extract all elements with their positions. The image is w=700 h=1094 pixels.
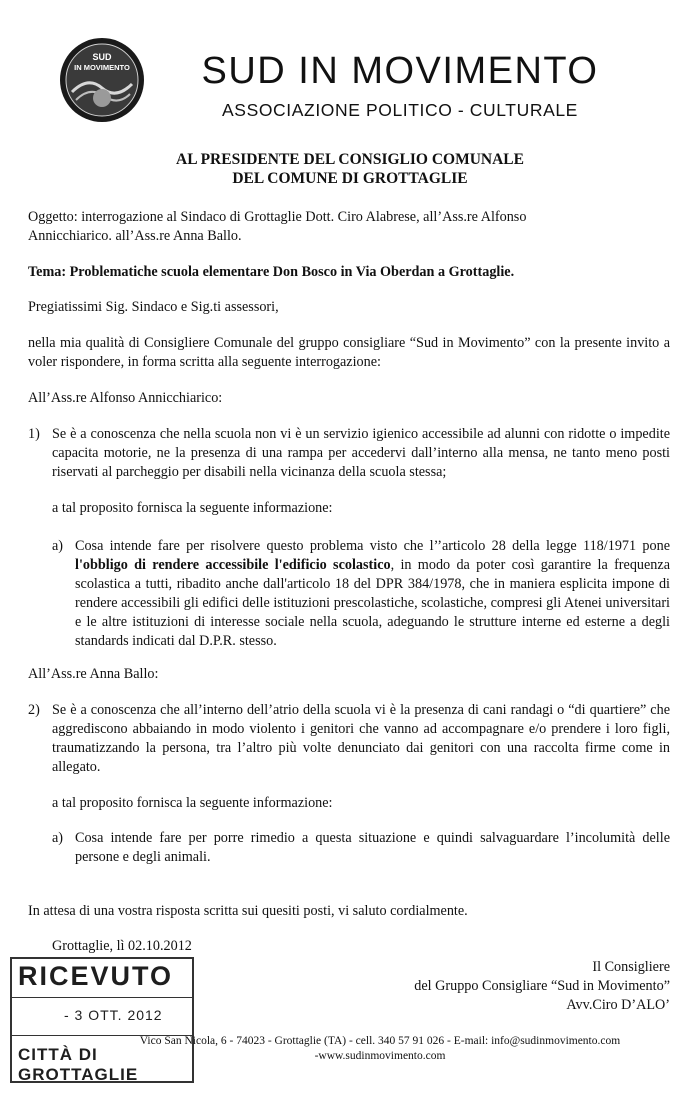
logo-text-line2: IN MOVIMENTO: [74, 63, 130, 72]
section2-heading: All’Ass.re Anna Ballo:: [28, 666, 159, 682]
footer-address: Vico San Nicola, 6 - 74023 - Grottaglie (TA) - cell. 340 57 91 026 - E-mail: info@sudinmovimento.com: [139, 1035, 621, 1047]
place-date: Grottaglie, lì 02.10.2012: [52, 938, 192, 954]
addressee-block: [60, 150, 640, 188]
section2-sub-question: Cosa intende fare per porre rimedio a questa situazione e quindi salvaguardare l’incolumità delle persone e degli animali.: [75, 830, 670, 865]
intro-paragraph: nella mia qualità di Consigliere Comunale del gruppo consigliare “Sud in Movimento” con la presente invito a voler rispondere, in forma scritta alla seguente interrogazione:: [28, 335, 670, 370]
section1-sub-text-before: Cosa intende fare per risolvere questo problema visto che l’’articolo 28 della legge 118/1971 pone: [75, 538, 670, 554]
signature-line2: del Gruppo Consigliare “Sud in Movimento”: [414, 978, 670, 994]
subject-line1: Oggetto: interrogazione al Sindaco di Grottaglie Dott. Ciro Alabrese, all’Ass.re Alfonso: [28, 209, 527, 225]
section1-request: a tal proposito fornisca la seguente informazione:: [52, 500, 333, 516]
stamp-divider: [12, 997, 192, 998]
salutation: Pregiatissimi Sig. Sindaco e Sig.ti assessori,: [28, 299, 279, 315]
section1-number: 1): [28, 426, 40, 442]
section1-heading: All’Ass.re Alfonso Annicchiarico:: [28, 390, 223, 406]
section1-question: Se è a conoscenza che nella scuola non vi è un servizio igienico accessibile ad alunni con ridotte o impedite capacita motorie, ne la presenza di una rampa per accedervi dall’interno alla mensa, ne tanto meno posti riservati al parcheggio per disabili nella vicinanza della scuola stessa;: [52, 426, 670, 480]
closing-line: In attesa di una vostra risposta scritta sui quesiti posti, vi saluto cordialmente.: [28, 903, 468, 919]
signature-line3: Avv.Ciro D’ALO’: [566, 997, 670, 1013]
received-stamp: [10, 957, 194, 1083]
section1-sub-question: [75, 537, 670, 651]
section2-request: a tal proposito fornisca la seguente informazione:: [52, 795, 333, 811]
signature-line1: Il Consigliere: [592, 959, 670, 975]
stamp-date: - 3 OTT. 2012: [64, 1007, 163, 1023]
subject-line2: Annicchiarico. all’Ass.re Anna Ballo.: [28, 228, 242, 244]
footer-website: -www.sudinmovimento.com: [314, 1050, 446, 1062]
organization-logo: [58, 36, 146, 124]
logo-text-line1: SUD: [92, 52, 112, 62]
section1-sub-text-bold: l'obbligo di rendere accessibile l'edificio scolastico: [75, 557, 391, 573]
stamp-city: CITTÀ DI GROTTAGLIE: [18, 1045, 139, 1084]
footer: [100, 1034, 660, 1064]
organization-name: SUD IN MOVIMENTO: [201, 50, 599, 92]
stamp-received-text: RICEVUTO: [18, 961, 174, 991]
section2-sub-letter: a): [52, 830, 64, 846]
subject-paragraph: [28, 208, 678, 246]
section2-question: Se è a conoscenza che all’interno dell’atrio della scuola vi è la presenza di cani randagi o “di quartiere” che aggrediscono abbaiando in modo violento i genitori che vanno ad accompagnare e/o prendere i loro figli, traumatizzando la persona, tra l’altro più volte denunciato dai genitori con una raccolta firme come in allegato.: [52, 702, 670, 775]
signature-block: [340, 958, 670, 1015]
topic-heading: Tema: Problematiche scuola elementare Don Bosco in Via Oberdan a Grottaglie.: [28, 264, 515, 280]
section2-number: 2): [28, 702, 40, 718]
addressee-line1: AL PRESIDENTE DEL CONSIGLIO COMUNALE: [176, 151, 524, 168]
section1-sub-text-after: , in modo da poter così garantire la frequenza scolastica a tutti, ribadito anche dall'articolo 18 del DPR 384/1978, che in maniera esplicita impone di rendere accessibili gli edifici delle istituzioni prescolastiche, scolastiche, compresi gli Atenei universitari e le altre istituzioni di interesse sociale nella scuola, adeguando le strutture interne ed esterne a degli standards indicati dal D.P.R. stesso.: [75, 557, 670, 649]
addressee-line2: DEL COMUNE DI GROTTAGLIE: [232, 170, 468, 187]
organization-subtitle: ASSOCIAZIONE POLITICO - CULTURALE: [222, 100, 578, 120]
section1-sub-letter: a): [52, 538, 64, 554]
